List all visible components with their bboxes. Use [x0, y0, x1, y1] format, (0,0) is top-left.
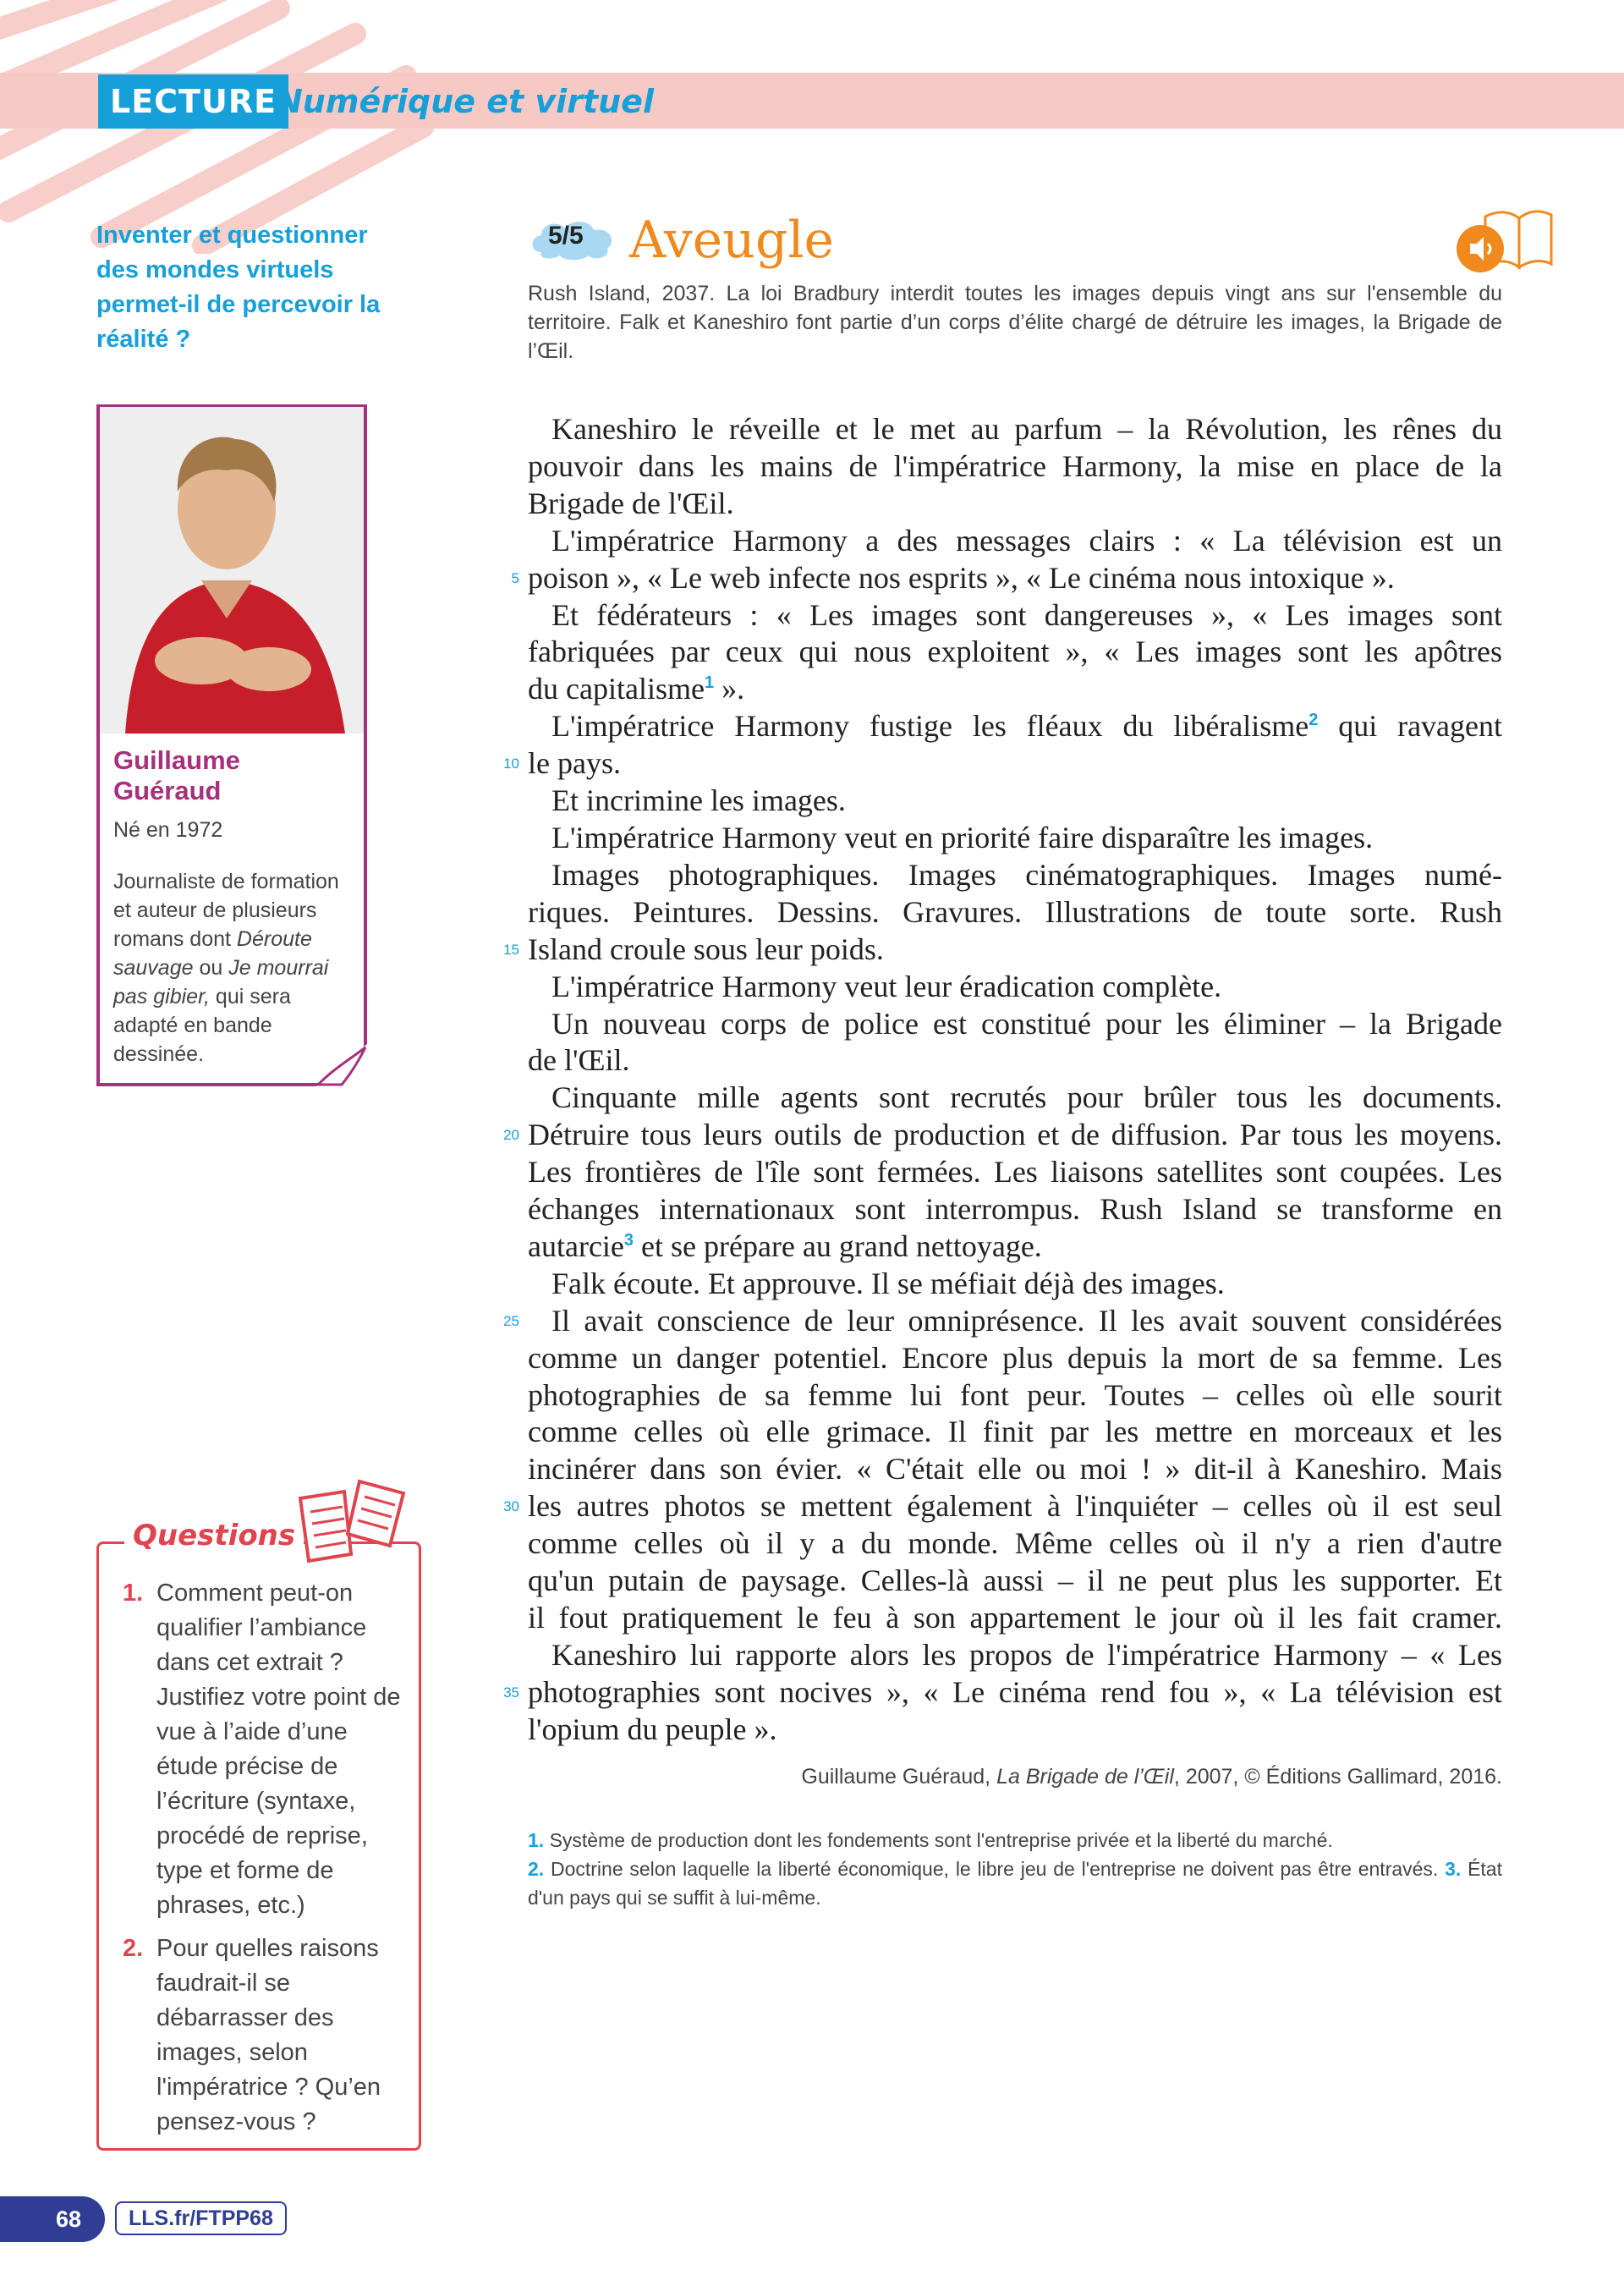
text-line: photographies de sa femme lui font peur. Toutes – celles où elle sourit [528, 1377, 1502, 1412]
text-line: 25 Il avait conscience de leur omniprésence. Il les avait souvent considérées [528, 1303, 1502, 1340]
text-line: pouvoir dans les mains de l'impératrice Harmony, la mise en place de la [528, 448, 1502, 483]
line-number: 30 [503, 1498, 519, 1515]
text-line: Kaneshiro lui rapporte alors les propos de l'impératrice Harmony – « Les [551, 1637, 1502, 1672]
text-line: fabriquées par ceux qui nous exploitent », « Les images sont les apôtres [528, 635, 1502, 669]
questions-title: Questions [124, 1519, 304, 1552]
text-line: Cinquante mille agents sont recrutés pour brûler tous les documents. [551, 1080, 1502, 1115]
text-line: échanges internationaux sont interrompus. Rush Island se transforme en [528, 1192, 1502, 1227]
resource-link[interactable]: LLS.fr/FTPP68 [115, 2201, 287, 2235]
text-line: Et fédérateurs : « Les images sont dangereuses », « Les images sont [551, 597, 1502, 632]
text-line: qu'un putain de paysage. Celles-là aussi – il ne peut plus les supporter. Et [528, 1563, 1502, 1598]
footnote-ref: 2 [1309, 711, 1319, 730]
text-line: riques. Peintures. Dessins. Gravures. Illustrations de toute sorte. Rush [528, 894, 1502, 929]
author-birth: Né en 1972 [113, 818, 223, 842]
author-card [96, 404, 367, 1086]
page-fold-icon [316, 1044, 367, 1086]
text-line: L'impératrice Harmony veut leur éradication complète. [551, 969, 1222, 1003]
text-line: 15 Island croule sous leur poids. [528, 931, 1502, 969]
text-line: comme celles où il y a du monde. Même celles où il n'y a rien d'autre [528, 1526, 1502, 1561]
text-line: Brigade de l'Œil. [528, 486, 734, 520]
papers-icon [292, 1473, 419, 1566]
text-line: il fout pratiquement le feu à son appartement le jour où il les fait cramer. [528, 1601, 1502, 1635]
text-line: L'impératrice Harmony a des messages clairs : « La télévision est un [551, 523, 1502, 558]
text-line: comme un danger potentiel. Encore plus depuis la mort de sa femme. Les [528, 1340, 1502, 1375]
line-number: 10 [503, 756, 519, 772]
author-name: Guillaume Guéraud [113, 745, 240, 805]
extract-text [503, 411, 1503, 1749]
text-line: Falk écoute. Et approuve. Il se méfiait déjà des images. [551, 1266, 1225, 1300]
text-line: 10 le pays. [528, 745, 1502, 783]
footnotes: 1. Système de production dont les fondements sont l'entreprise privée et la liberté du marché. 2. Doctrine selon laquelle la liberté économique, le libre jeu de l'entreprise ne doivent pas être entravés. 3. État d'un pays qui se suffit à lui-même. [528, 1829, 1502, 1909]
text-line: Et incrimine les images. [551, 783, 846, 818]
line-number: 25 [503, 1312, 519, 1329]
questions-list [123, 1576, 410, 2148]
text-line: autarcie$^3$ et se prépare au grand nettoyage. [528, 1228, 1042, 1263]
footnote-ref: 3 [623, 1230, 634, 1250]
question-item: 1. Comment peut-on qualifier l’ambiance dans cet extrait ? Justifiez votre point de vue à l’aide d’une étude précise de l’écriture (syntaxe, procédé de reprise, type et forme de phrases, etc.) [123, 1580, 401, 1919]
text-line: 20 Détruire tous leurs outils de production et de diffusion. Par tous les moyens. [528, 1117, 1502, 1154]
author-bio: Journaliste de formation et auteur de plusieurs romans dont Déroute sauvage ou Je mourrai pas gibier, qui sera adapté en bande dessinée. [113, 870, 339, 1066]
page-number: 68 [0, 2196, 105, 2242]
text-line: L'impératrice Harmony veut en priorité faire disparaître les images. [551, 820, 1374, 854]
text-line: Les frontières de l'île sont fermées. Les liaisons satellites sont coupées. Les [528, 1155, 1502, 1190]
section-theme: Numérique et virtuel [276, 83, 654, 120]
extract-counter: 5/5 [548, 222, 584, 250]
text-line: comme celles où elle grimace. Il finit par les mettre en morceaux et les [528, 1415, 1502, 1449]
line-number: 35 [503, 1684, 519, 1701]
audio-book-icon[interactable] [1451, 200, 1553, 276]
author-photo [100, 407, 364, 734]
text-line: 30 les autres photos se mettent également à l'inquiéter – celles où il est seul [528, 1488, 1502, 1525]
source-citation: Guillaume Guéraud, La Brigade de l’Œil, 2007, © Éditions Gallimard, 2016. [801, 1765, 1502, 1789]
text-line: de l'Œil. [528, 1043, 630, 1078]
text-line: 35 photographies sont nocives », « Le cinéma rend fou », « La télévision est [528, 1674, 1502, 1712]
text-line: 5 poison », « Le web infecte nos esprits », « Le cinéma nous intoxique ». [528, 560, 1502, 597]
footnote-ref: 1 [704, 673, 715, 693]
line-number: 15 [503, 941, 519, 958]
text-line: incinérer dans son évier. « C'était elle ou moi ! » dit-il à Kaneshiro. Mais [528, 1452, 1502, 1486]
extract-title: Aveugle [629, 211, 835, 270]
guiding-question: Inventer et questionner des mondes virtuels permet-il de percevoir la réalité ? [96, 222, 381, 353]
text-line: l'opium du peuple ». [528, 1712, 777, 1746]
section-label: LECTURE [98, 74, 288, 129]
extract-intro: Rush Island, 2037. La loi Bradbury interdit toutes les images depuis vingt ans sur l'ensemble du territoire. Falk et Kaneshiro font partie d’un corps d’élite chargé de détruire les images, la Brigade de l’Œil. [528, 282, 1502, 363]
text-line: L'impératrice Harmony fustige les fléaux du libéralisme$^2$ qui ravagent [551, 709, 1503, 744]
questions-box [96, 1519, 421, 2151]
line-number: 5 [511, 569, 519, 586]
text-line: Un nouveau corps de police est constitué pour les éliminer – la Brigade [551, 1006, 1502, 1041]
text-line: Images photographiques. Images cinématographiques. Images numé- [551, 857, 1502, 892]
line-number: 20 [503, 1127, 519, 1144]
text-line: du capitalisme$^1$ ». [528, 672, 745, 706]
question-item: 2. Pour quelles raisons faudrait-il se débarrasser des images, selon l'impératrice ? Qu’en pensez-vous ? [123, 1935, 381, 2135]
text-line: Kaneshiro le réveille et le met au parfum – la Révolution, les rênes du [551, 412, 1502, 446]
